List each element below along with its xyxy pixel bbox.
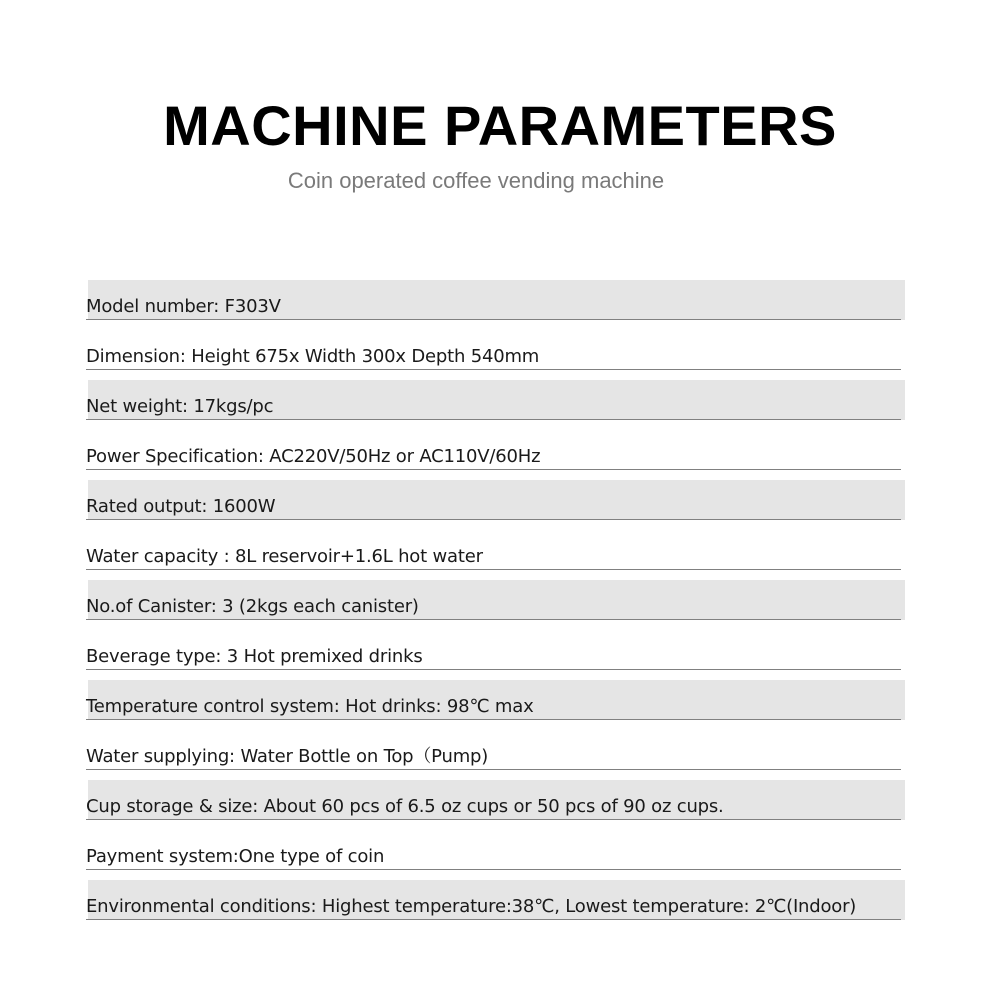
row-divider bbox=[86, 419, 901, 420]
spec-row-net-weight bbox=[0, 380, 1000, 430]
row-divider bbox=[86, 769, 901, 770]
spec-row-power bbox=[0, 430, 1000, 480]
spec-row-rated-output bbox=[0, 480, 1000, 530]
page-title: MACHINE PARAMETERS bbox=[163, 94, 837, 157]
row-divider bbox=[86, 869, 901, 870]
spec-row-payment-system bbox=[0, 830, 1000, 880]
spec-beverage-type: Beverage type: 3 Hot premixed drinks bbox=[86, 646, 423, 667]
row-divider bbox=[86, 369, 901, 370]
row-divider bbox=[86, 919, 901, 920]
spec-environmental-conditions: Environmental conditions: Highest temperature:38℃, Lowest temperature: 2℃(Indoor) bbox=[86, 896, 857, 917]
spec-model: Model number: F303V bbox=[86, 296, 281, 317]
spec-row-dimension bbox=[0, 330, 1000, 380]
spec-cup-storage: Cup storage & size: About 60 pcs of 6.5 oz cups or 50 pcs of 90 oz cups. bbox=[86, 796, 724, 817]
spec-dimension: Dimension: Height 675x Width 300x Depth 540mm bbox=[86, 346, 540, 367]
spec-row-water-capacity bbox=[0, 530, 1000, 580]
spec-list bbox=[0, 280, 1000, 930]
spec-row-model bbox=[0, 280, 1000, 330]
row-divider bbox=[86, 619, 901, 620]
spec-canister: No.of Canister: 3 (2kgs each canister) bbox=[86, 596, 419, 617]
row-divider bbox=[86, 569, 901, 570]
spec-net-weight: Net weight: 17kgs/pc bbox=[86, 396, 274, 417]
spec-row-water-supplying bbox=[0, 730, 1000, 780]
spec-payment-system: Payment system:One type of coin bbox=[86, 846, 385, 867]
spec-rated-output: Rated output: 1600W bbox=[86, 496, 276, 517]
spec-row-temperature-control bbox=[0, 680, 1000, 730]
row-divider bbox=[86, 669, 901, 670]
spec-row-cup-storage bbox=[0, 780, 1000, 830]
spec-row-canister bbox=[0, 580, 1000, 630]
spec-row-beverage-type bbox=[0, 630, 1000, 680]
page-subtitle: Coin operated coffee vending machine bbox=[287, 168, 665, 193]
spec-water-supplying: Water supplying: Water Bottle on Top（Pump) bbox=[86, 746, 489, 767]
row-divider bbox=[86, 519, 901, 520]
row-divider bbox=[86, 319, 901, 320]
spec-temperature-control: Temperature control system: Hot drinks: 98℃ max bbox=[86, 696, 534, 717]
row-divider bbox=[86, 469, 901, 470]
spec-power: Power Specification: AC220V/50Hz or AC110V/60Hz bbox=[86, 446, 541, 467]
row-divider bbox=[86, 819, 901, 820]
spec-water-capacity: Water capacity : 8L reservoir+1.6L hot water bbox=[86, 546, 483, 567]
spec-row-environmental-conditions bbox=[0, 880, 1000, 930]
row-divider bbox=[86, 719, 901, 720]
